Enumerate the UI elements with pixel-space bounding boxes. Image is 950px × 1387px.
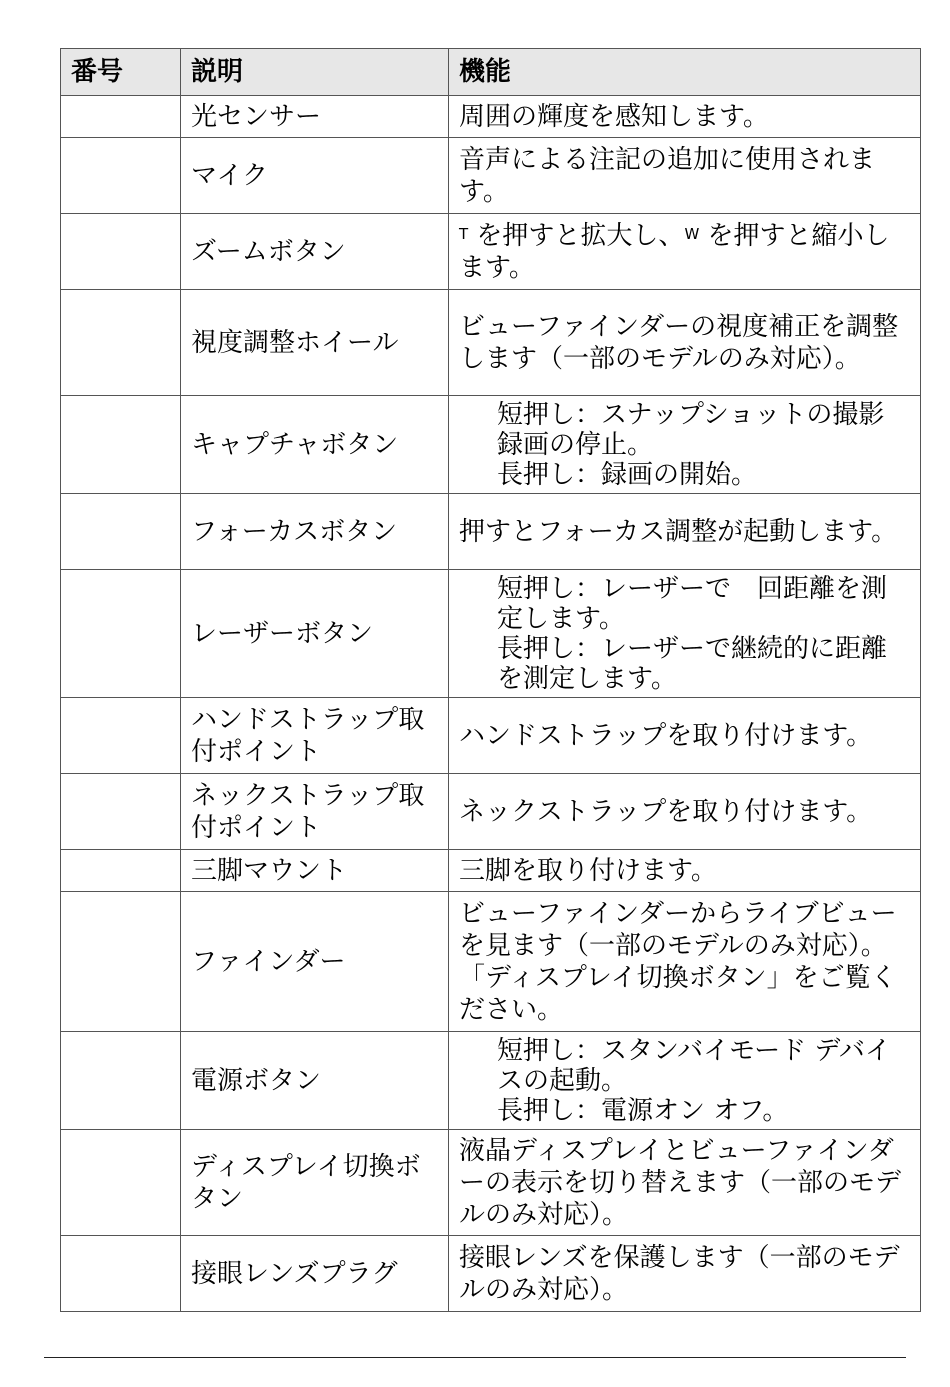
- description-cell: レーザーボタン: [181, 570, 449, 698]
- table-row: [61, 290, 921, 396]
- table-row: [61, 1130, 921, 1236]
- function-cell: [449, 214, 921, 290]
- function-cell: 三脚を取り付けます。: [449, 850, 921, 892]
- description-cell: マイク: [181, 138, 449, 214]
- table-row: [61, 214, 921, 290]
- number-cell: [61, 774, 181, 850]
- description-cell: キャプチャボタン: [181, 396, 449, 494]
- table-row: [61, 698, 921, 774]
- function-cell: ハンドストラップを取り付けます。: [449, 698, 921, 774]
- number-cell: [61, 396, 181, 494]
- footer-divider: [44, 1357, 906, 1358]
- number-cell: [61, 138, 181, 214]
- number-cell: [61, 1236, 181, 1312]
- function-line: 短押し：レーザーで 回距離を測定します。: [497, 573, 888, 634]
- description-cell: ネックストラップ取付ポイント: [181, 774, 449, 850]
- function-cell: ネックストラップを取り付けます。: [449, 774, 921, 850]
- table-row: [61, 138, 921, 214]
- table-row: [61, 892, 921, 1032]
- table-row: [61, 774, 921, 850]
- table-row: [61, 850, 921, 892]
- description-cell: フォーカスボタン: [181, 494, 449, 570]
- function-line: 長押し：録画の開始。: [497, 459, 758, 490]
- number-cell: [61, 96, 181, 138]
- table-row: [61, 1032, 921, 1130]
- number-cell: [61, 570, 181, 698]
- function-cell: ビューファインダーの視度補正を調整します（一部のモデルのみ対応）。: [449, 290, 921, 396]
- description-cell: 光センサー: [181, 96, 449, 138]
- number-cell: [61, 494, 181, 570]
- header-description: 説明: [181, 49, 449, 96]
- function-line: 短押し：スタンバイモード デバイスの起動。: [497, 1035, 891, 1096]
- function-line: 長押し：レーザーで継続的に距離を測定します。: [497, 633, 888, 694]
- number-cell: [61, 214, 181, 290]
- t-symbol: T: [459, 224, 469, 243]
- function-cell: 押すとフォーカス調整が起動します。: [449, 494, 921, 570]
- number-cell: [61, 1032, 181, 1130]
- table-row: [61, 570, 921, 698]
- function-text: を押すと拡大し、: [468, 220, 685, 251]
- function-cell: [449, 1032, 921, 1130]
- description-cell: ズームボタン: [181, 214, 449, 290]
- header-function: 機能: [449, 49, 921, 96]
- function-cell: [449, 396, 921, 494]
- table-row: [61, 494, 921, 570]
- function-line: 長押し：電源オン オフ。: [497, 1095, 789, 1126]
- function-table: [60, 48, 921, 1312]
- description-cell: 三脚マウント: [181, 850, 449, 892]
- table-row: [61, 1236, 921, 1312]
- number-cell: [61, 1130, 181, 1236]
- number-cell: [61, 850, 181, 892]
- number-cell: [61, 892, 181, 1032]
- description-cell: ディスプレイ切換ボタン: [181, 1130, 449, 1236]
- table-row: [61, 96, 921, 138]
- header-number: 番号: [61, 49, 181, 96]
- description-cell: 視度調整ホイール: [181, 290, 449, 396]
- function-text: を押すと縮小します。: [459, 220, 890, 283]
- description-cell: 接眼レンズプラグ: [181, 1236, 449, 1312]
- function-cell: [449, 570, 921, 698]
- function-line: 短押し：スナップショットの撮影 録画の停止。: [497, 399, 885, 460]
- table-header-row: [61, 49, 921, 96]
- description-cell: ハンドストラップ取付ポイント: [181, 698, 449, 774]
- description-cell: ファインダー: [181, 892, 449, 1032]
- function-cell: 液晶ディスプレイとビューファインダーの表示を切り替えます（一部のモデルのみ対応）。: [449, 1130, 921, 1236]
- number-cell: [61, 698, 181, 774]
- function-cell: 音声による注記の追加に使用されます。: [449, 138, 921, 214]
- function-cell: 周囲の輝度を感知します。: [449, 96, 921, 138]
- function-cell: ビューファインダーからライブビューを見ます（一部のモデルのみ対応）。「ディスプレイ切換ボタン」をご覧ください。: [449, 892, 921, 1032]
- description-cell: 電源ボタン: [181, 1032, 449, 1130]
- w-symbol: W: [684, 224, 700, 243]
- table-row: [61, 396, 921, 494]
- number-cell: [61, 290, 181, 396]
- function-cell: 接眼レンズを保護します（一部のモデルのみ対応）。: [449, 1236, 921, 1312]
